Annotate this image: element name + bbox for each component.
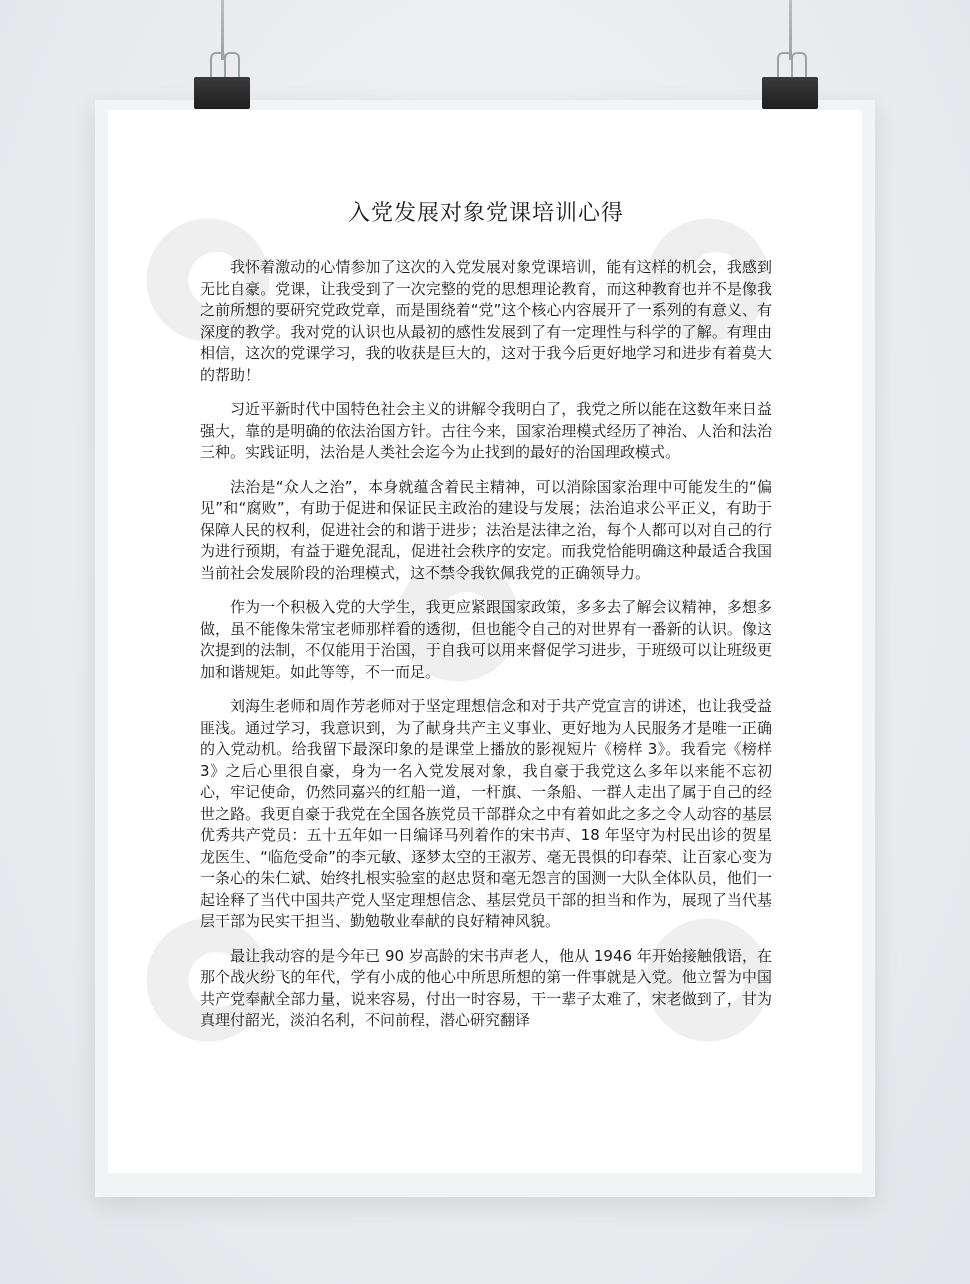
paragraph: 法治是“众人之治”，本身就蕴含着民主精神，可以消除国家治理中可能发生的“偏见”和“腐败”，有助于促进和保证民主政治的建设与发展；法治追求公平正义，有助于保障人民的权利，促进社会的和谐于进步；法治是法律之治，每个人都可以对自己的行为进行预期，有益于避免混乱，促进社会秩序的安定。而我党恰能明确这种最适合我国当前社会发展阶段的治理模式，这不禁令我钦佩我党的正确领导力。 — [200, 477, 772, 582]
document-page — [108, 110, 862, 1173]
paragraph: 习近平新时代中国特色社会主义的讲解令我明白了，我党之所以能在这数年来日益强大，靠的是明确的依法治国方针。古往今来，国家治理模式经历了神治、人治和法治三种。实践证明，法治是人类社会迄今为止找到的最好的治国理政模式。 — [200, 400, 772, 461]
binder-clip-icon — [194, 77, 250, 109]
document-body — [200, 190, 772, 1045]
hanging-wire-right — [789, 0, 792, 60]
hanging-wire-left — [221, 0, 224, 60]
paragraph: 我怀着激动的心情参加了这次的入党发展对象党课培训，能有这样的机会，我感到无比自豪。党课，让我受到了一次完整的党的思想理论教育，而这种教育也并不是像我之前所想的要研究党政党章，而是围绕着“党”这个核心内容展开了一系列的有意义、有深度的教学。我对党的认识也从最初的感性发展到了有一定理性与科学的了解。有理由相信，这次的党课学习，我的收获是巨大的，这对于我今后更好地学习和进步有着莫大的帮助！ — [200, 258, 772, 384]
paragraph: 作为一个积极入党的大学生，我更应紧跟国家政策，多多去了解会议精神，多想多做，虽不能像朱常宝老师那样看的透彻，但也能令自己的对世界有一番新的认识。像这次提到的法制，不仅能用于治国，于自我可以用来督促学习进步，于班级可以让班级更加和谐规矩。如此等等，不一而足。 — [200, 598, 772, 681]
document-title: 入党发展对象党课培训心得 — [347, 201, 624, 226]
binder-clip-icon — [762, 77, 818, 109]
paragraph: 刘海生老师和周作芳老师对于坚定理想信念和对于共产党宣言的讲述，也让我受益匪浅。通过学习，我意识到，为了献身共产主义事业、更好地为人民服务才是唯一正确的入党动机。给我留下最深印象的是课堂上播放的影视短片《榜样 3》。我看完《榜样 3》之后心里很自豪，身为一名入党发展对象，我自豪于我党这么多年以来能不忘初心，牢记使命，仍然同嘉兴的红船一道，一杆旗、一条船、一群人走出了属于自己的经世之路。我更自豪于我党在全国各族党员干部群众之中有着如此之多之令人动容的基层优秀共产党员：五十五年如一日编译马列着作的宋书声、18 年坚守为村民出诊的贺星龙医生、“临危受命”的李元敏、逐梦太空的王淑芳、毫无畏惧的印春荣、让百家心变为一条心的朱仁斌、始终扎根实验室的赵忠贤和毫无怨言的国测一大队全体队员，他们一起诠释了当代中国共产党人坚定理想信念、基层党员干部的担当和作为，展现了当代基层干部为民实干担当、勤勉敬业奉献的良好精神风貌。 — [200, 697, 772, 930]
paragraph: 最让我动容的是今年已 90 岁高龄的宋书声老人，他从 1946 年开始接触俄语，在那个战火纷飞的年代，学有小成的他心中所思所想的第一件事就是入党。他立誓为中国共产党奉献全部力量，说来容易，付出一时容易，干一辈子太难了，宋老做到了，甘为真理付韶光，淡泊名利，不问前程，潜心研究翻译 — [200, 946, 772, 1029]
